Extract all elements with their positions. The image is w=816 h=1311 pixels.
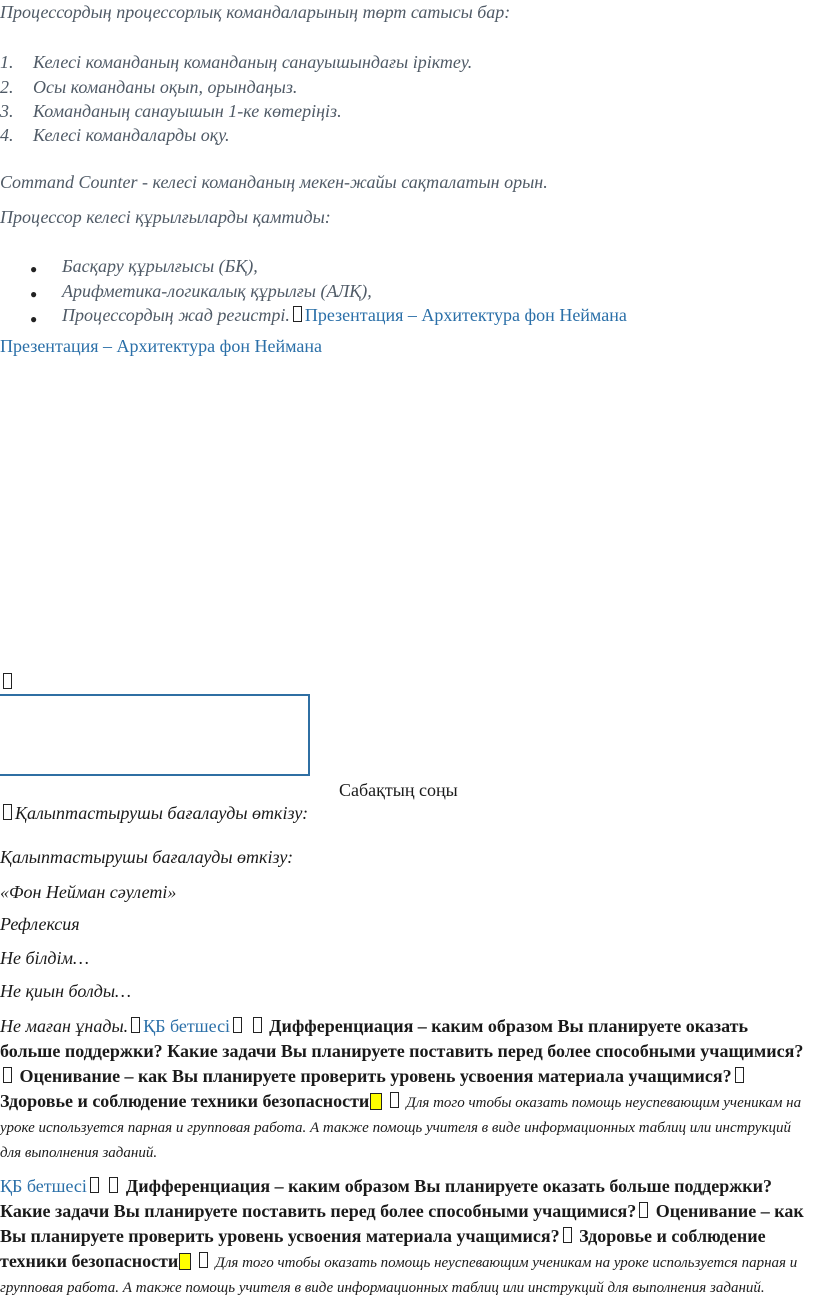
reflection-hard: Не қиын болды… [0, 981, 132, 1001]
command-counter-text: Command Counter - келесі команданың мекен-жайы сақталатын орын. [0, 172, 548, 192]
kb-page-link[interactable]: ҚБ бетшесі [143, 1016, 231, 1036]
planning-block-1 [0, 1014, 806, 1164]
list-text: Команданың санауышын 1-ке көтеріңіз. [33, 101, 342, 121]
assessment-text: Оценивание – как Вы планируете проверить уровень усвоения материала учащимися? [0, 1201, 804, 1246]
missing-glyph-icon [293, 306, 302, 322]
presentation-link[interactable]: Презентация – Архитектура фон Неймана [304, 305, 627, 325]
reflection-title: Рефлексия [0, 914, 80, 934]
planning-block-2 [0, 1174, 806, 1299]
differentiation-text: Дифференциация – каким образом Вы планируете оказать больше поддержки? Какие задачи Вы планируете поставить перед более способными учащимися? [0, 1176, 773, 1221]
missing-glyph-icon [3, 804, 12, 820]
list-item [0, 125, 230, 146]
support-description: Для того чтобы оказать помощь неуспевающим ученикам на уроке используется парная и групповая работа. А также помощь учителя в виде информационных таблиц или инструкций для выполнения заданий. [0, 1095, 802, 1161]
missing-glyph-icon [563, 1227, 572, 1243]
missing-glyph-icon [253, 1017, 262, 1033]
list-number: 1. [0, 52, 14, 72]
bullet-item-register-text: Процессордың жад регистрі. [62, 305, 290, 325]
lesson-end-title: Сабақтың соңы [339, 780, 458, 800]
highlight-mark [370, 1093, 382, 1110]
processor-includes-text: Процессор келесі құрылғыларды қамтиды: [0, 207, 331, 227]
list-item [0, 101, 342, 122]
list-text: Келесі командаларды оқу. [33, 125, 230, 145]
von-neumann-title: «Фон Нейман сәулеті» [0, 882, 177, 902]
safety-text: Здоровье и соблюдение техники безопасности [0, 1226, 766, 1271]
differentiation-text: Дифференциация – каким образом Вы планируете оказать больше поддержки? Какие задачи Вы планируете поставить перед более способными учащимися? [0, 1016, 804, 1061]
formative-text: Қалыптастырушы бағалауды өткізу: [15, 803, 309, 823]
missing-glyph-icon [199, 1252, 208, 1268]
reflection-knew: Не білдім… [0, 948, 89, 968]
missing-glyph-icon [639, 1202, 648, 1218]
safety-text: Здоровье и соблюдение техники безопасности [0, 1091, 370, 1111]
list-item [0, 52, 472, 73]
list-number: 4. [0, 125, 14, 145]
missing-glyph-icon [131, 1017, 140, 1033]
highlight-mark [179, 1253, 191, 1270]
bullet-item-control-unit: Басқару құрылғысы (БҚ), [62, 256, 258, 276]
kb-page-link[interactable]: ҚБ бетшесі [0, 1176, 87, 1196]
missing-glyph-icon [3, 673, 12, 689]
bullet-item-alu: Арифметика-логикалық құрылғы (АЛҚ), [62, 281, 372, 301]
list-number: 3. [0, 101, 14, 121]
missing-glyph-icon [233, 1017, 242, 1033]
list-text: Осы команданы оқып, орындаңыз. [33, 77, 298, 97]
reflection-liked: Не маған ұнады. [0, 1016, 129, 1036]
bullet-icon: ● [30, 312, 38, 326]
bullet-icon: ● [30, 262, 38, 276]
bullet-icon: ● [30, 287, 38, 301]
support-description: Для того чтобы оказать помощь неуспевающим ученикам на уроке используется парная и групповая работа. А также помощь учителя в виде информационных таблиц или инструкций для выполнения заданий. [0, 1255, 798, 1296]
missing-glyph-icon [735, 1067, 744, 1083]
presentation-link-2[interactable]: Презентация – Архитектура фон Неймана [0, 336, 322, 356]
formative-line [0, 803, 308, 824]
missing-glyph-icon [3, 1067, 12, 1083]
list-text: Келесі команданың команданың санауышындағы іріктеу. [33, 52, 473, 72]
missing-glyph-icon [109, 1177, 118, 1193]
missing-glyph-icon [90, 1177, 99, 1193]
list-item [0, 77, 297, 98]
assessment-text: Оценивание – как Вы планируете проверить уровень усвоения материала учащимися? [19, 1066, 732, 1086]
missing-glyph-icon [390, 1092, 399, 1108]
text-frame-box [0, 694, 310, 776]
list-number: 2. [0, 77, 14, 97]
bullet-item-register [62, 305, 627, 326]
formative-text-2: Қалыптастырушы бағалауды өткізу: [0, 847, 294, 867]
intro-text: Процессордың процессорлық командаларының төрт сатысы бар: [0, 2, 511, 22]
